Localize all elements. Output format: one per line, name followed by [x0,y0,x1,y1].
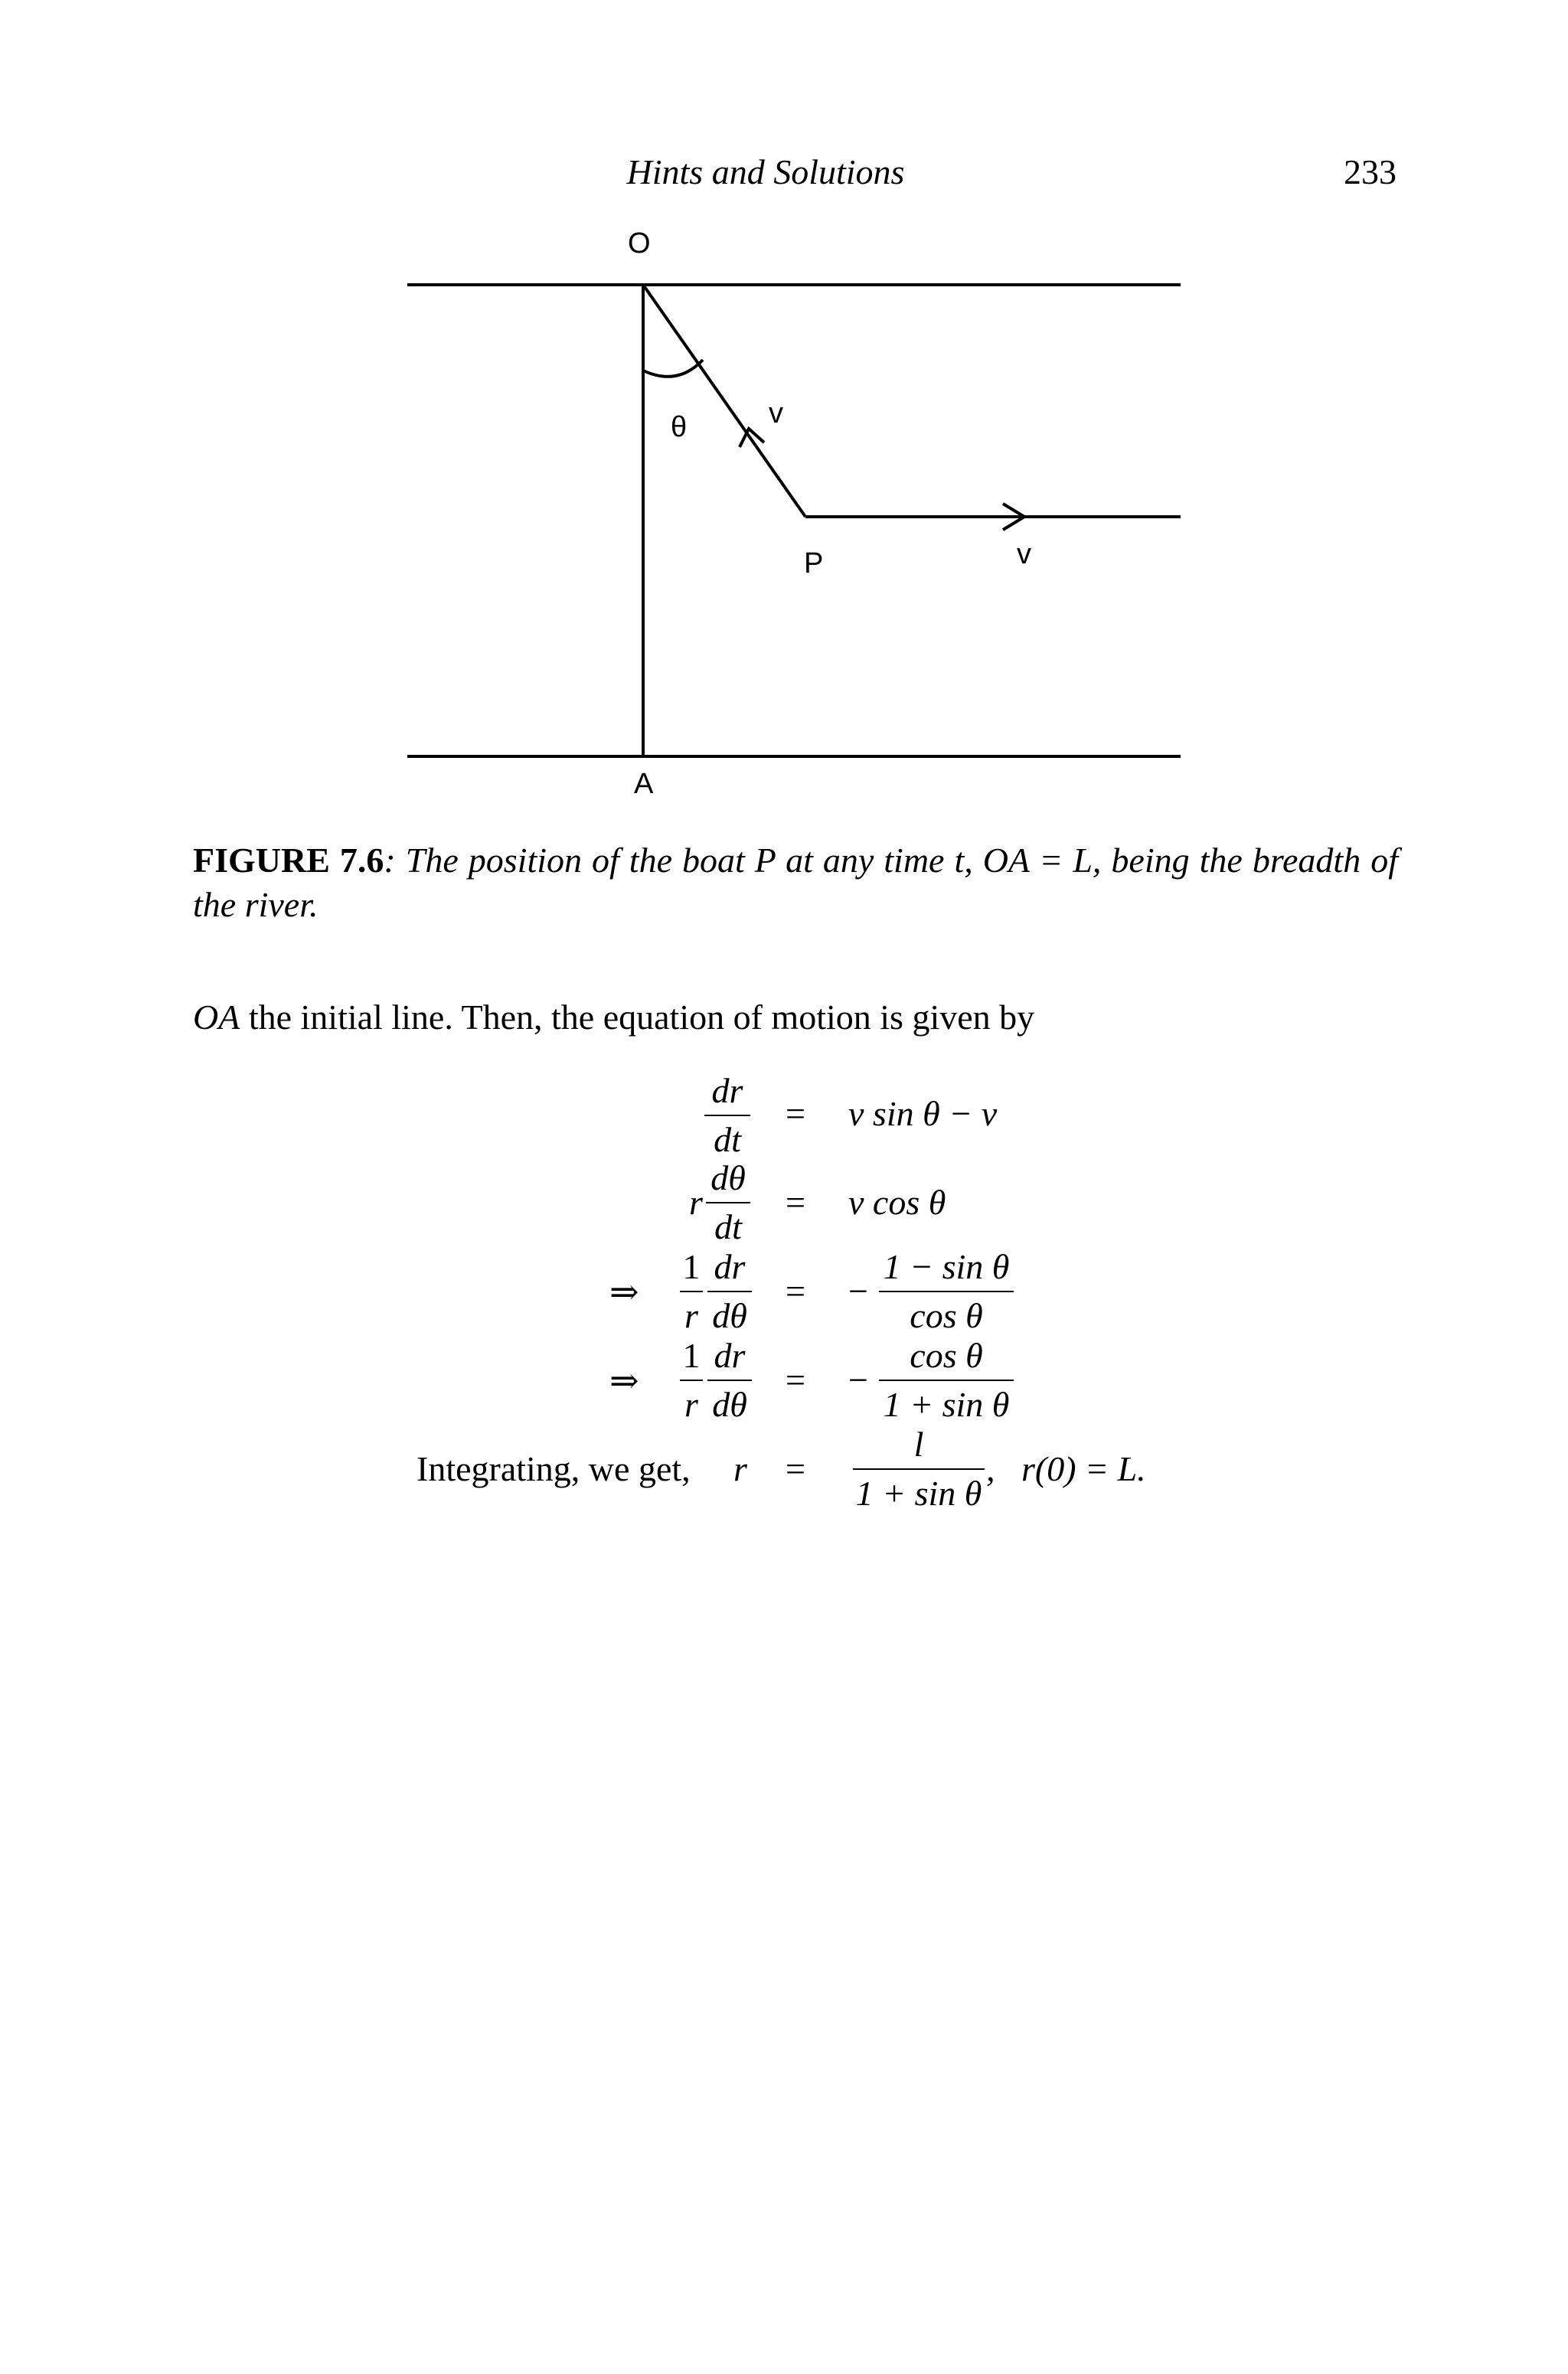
eq4-equals: = [786,1360,805,1399]
eq5-tail: , r(0) = L. [986,1449,1146,1488]
eq3-one-over-r: 1 r [680,1246,703,1337]
caption-text: : The position of the boat P at any time t, OA = L, being the breadth of the river. [193,841,1398,924]
eq3-implies: ⇒ [609,1272,639,1311]
eq5-equals: = [786,1449,805,1488]
label-v-slant: v [769,397,783,429]
eq5-lhs: r [733,1449,747,1488]
eq4-implies: ⇒ [609,1361,639,1400]
figure-caption [193,838,1398,927]
eq3-minus: − [848,1272,868,1311]
intro-variable: OA [193,998,240,1037]
caption-label: FIGURE 7.6 [193,841,384,880]
label-theta: θ [671,411,688,443]
angle-arc [643,360,703,377]
label-v-horizontal: v [1017,538,1031,570]
eq4-one-over-r: 1 r [680,1335,703,1425]
eq3-dr-dtheta: dr dθ [707,1246,752,1337]
eq1-equals: = [786,1094,805,1133]
eq5-lead-text: Integrating, we get, [416,1449,691,1488]
eq5-rhs: l 1 + sin θ [853,1424,985,1514]
eq1-rhs: v sin θ − v [848,1094,998,1133]
eq3-rhs: 1 − sin θ cos θ [879,1246,1014,1337]
eq2-rhs: v cos θ [848,1183,946,1222]
body-paragraph [193,997,1034,1037]
eq4-minus: − [848,1360,868,1399]
label-P: P [804,547,824,580]
intro-text: the initial line. Then, the equation of motion is given by [248,998,1035,1037]
running-title: Hints and Solutions [626,152,905,191]
eq4-rhs: cos θ 1 + sin θ [879,1335,1014,1425]
label-O: O [628,227,651,260]
eq4-dr-dtheta: dr dθ [707,1335,752,1425]
eq2-prefix: r [689,1183,703,1222]
eq2-equals: = [786,1183,805,1222]
label-A: A [634,768,654,800]
eq2-lhs: dθ dt [706,1158,750,1248]
river-boat-diagram [0,0,1568,827]
eq3-equals: = [786,1272,805,1311]
page-number: 233 [1344,152,1396,191]
eq1-lhs: dr dt [704,1070,750,1161]
